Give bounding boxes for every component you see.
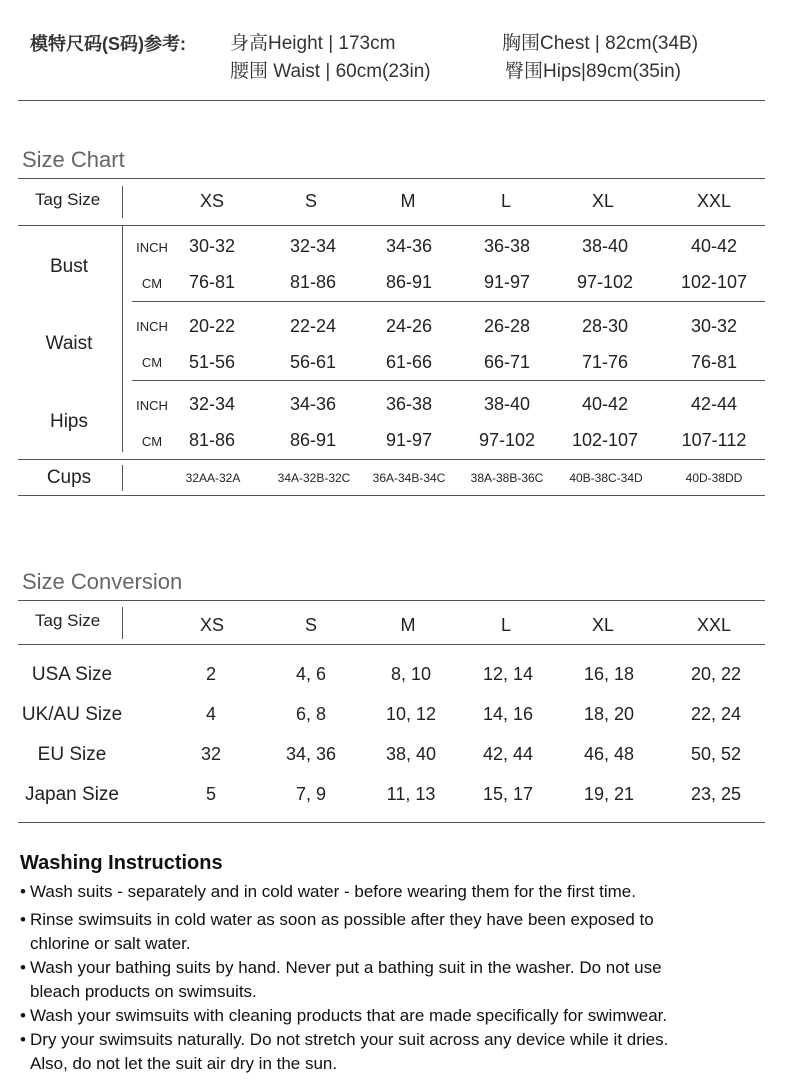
waist-cm-m: 61-66 [385, 352, 433, 372]
waist-cm-s: 56-61 [289, 352, 337, 372]
model-waist: 腰围 Waist | 60cm(23in) [230, 61, 431, 82]
conv-tag-divider [122, 607, 123, 639]
conv-col-head-m: M [400, 615, 416, 635]
washing-item [20, 1028, 780, 1076]
cup-s: 34A-32B-32C [277, 471, 351, 485]
cup-l: 38A-38B-36C [470, 471, 544, 485]
usa-m: 8, 10 [390, 664, 432, 684]
ukau-l: 14, 16 [482, 704, 534, 724]
washing-item-text: Wash suits - separately and in cold water - before wearing them for the first time. [30, 882, 636, 901]
ukau-s: 6, 8 [295, 704, 327, 724]
waist-cm-xl: 71-76 [581, 352, 629, 372]
size-chart-header-line [18, 225, 765, 226]
size-chart-bottom-line [18, 495, 765, 496]
conv-row-label-eu: EU Size [37, 744, 107, 765]
cup-xxl: 40D-38DD [685, 471, 743, 485]
model-hips: 臀围Hips|89cm(35in) [505, 61, 681, 82]
japan-m: 11, 13 [386, 784, 436, 804]
size-conversion-top-line [18, 600, 765, 601]
waist-cm-l: 66-71 [483, 352, 531, 372]
col-head-xl: XL [591, 191, 615, 211]
washing-item [20, 1004, 780, 1028]
size-conversion-title: Size Conversion [22, 569, 183, 594]
cup-xs: 32AA-32A [185, 471, 241, 485]
bust-cm-xxl: 102-107 [680, 272, 748, 292]
ukau-xl: 18, 20 [583, 704, 635, 724]
row-label-bust: Bust [49, 256, 89, 277]
row-label-divider [122, 226, 123, 452]
size-conversion-tag-label: Tag Size [35, 611, 101, 630]
cup-m: 36A-34B-34C [372, 471, 446, 485]
tag-divider [122, 186, 123, 218]
bust-cm-l: 91-97 [483, 272, 531, 292]
usa-l: 12, 14 [482, 664, 534, 684]
washing-item [20, 908, 780, 956]
header-divider [18, 100, 765, 101]
conv-col-head-xl: XL [591, 615, 615, 635]
japan-s: 7, 9 [295, 784, 327, 804]
hips-cm-xs: 81-86 [188, 430, 236, 450]
washing-item-text: Dry your swimsuits naturally. Do not stretch your suit across any device while it dries. [30, 1030, 669, 1049]
hips-cm-xxl: 107-112 [681, 430, 747, 450]
conv-col-head-s: S [304, 615, 317, 635]
bust-inch-xs: 30-32 [188, 236, 236, 256]
hips-cm-l: 97-102 [478, 430, 536, 450]
col-head-m: M [400, 191, 416, 211]
conv-row-label-ukau: UK/AU Size [21, 704, 123, 725]
washing-item-text-cont: bleach products on swimsuits. [30, 982, 257, 1001]
hips-cm-m: 91-97 [385, 430, 433, 450]
bust-waist-divider [132, 301, 765, 302]
bust-cm-s: 81-86 [289, 272, 337, 292]
hips-inch-xxl: 42-44 [690, 394, 738, 414]
waist-inch-xxl: 30-32 [690, 316, 738, 336]
conv-col-head-xs: XS [199, 615, 224, 635]
bust-cm-xs: 76-81 [188, 272, 236, 292]
unit-cm: CM [141, 434, 163, 449]
bust-inch-xl: 38-40 [581, 236, 629, 256]
size-chart-top-line [18, 178, 765, 179]
hips-inch-xl: 40-42 [581, 394, 629, 414]
conv-row-label-japan: Japan Size [24, 784, 119, 805]
model-chest: 胸围Chest | 82cm(34B) [502, 33, 699, 54]
waist-hips-divider [132, 380, 765, 381]
washing-item-text: Wash your bathing suits by hand. Never put a bathing suit in the washer. Do not use [30, 958, 662, 977]
usa-s: 4, 6 [295, 664, 327, 684]
cup-xl: 40B-38C-34D [569, 471, 643, 485]
hips-inch-l: 38-40 [483, 394, 531, 414]
washing-title: Washing Instructions [20, 852, 223, 874]
hips-cm-xl: 102-107 [571, 430, 639, 450]
japan-l: 15, 17 [482, 784, 534, 804]
bust-inch-l: 36-38 [483, 236, 531, 256]
row-label-waist: Waist [45, 333, 93, 354]
waist-inch-m: 24-26 [385, 316, 433, 336]
eu-l: 42, 44 [482, 744, 534, 764]
usa-xs: 2 [205, 664, 216, 684]
size-conversion-header-line [18, 644, 765, 645]
bust-inch-xxl: 40-42 [690, 236, 738, 256]
waist-inch-s: 22-24 [289, 316, 337, 336]
model-height: 身高Height | 173cm [230, 33, 396, 54]
bust-inch-m: 34-36 [385, 236, 433, 256]
unit-cm: CM [141, 355, 163, 370]
ukau-m: 10, 12 [385, 704, 437, 724]
washing-item-text-cont: Also, do not let the suit air dry in the sun. [30, 1054, 338, 1073]
ukau-xs: 4 [205, 704, 216, 724]
hips-inch-m: 36-38 [385, 394, 433, 414]
waist-inch-l: 26-28 [483, 316, 531, 336]
washing-item-text: Rinse swimsuits in cold water as soon as possible after they have been exposed to [30, 910, 654, 929]
waist-inch-xl: 28-30 [581, 316, 629, 336]
hips-inch-s: 34-36 [289, 394, 337, 414]
unit-cm: CM [141, 276, 163, 291]
bust-cm-xl: 97-102 [576, 272, 634, 292]
bullet: • [20, 1006, 26, 1025]
waist-inch-xs: 20-22 [188, 316, 236, 336]
col-head-xs: XS [199, 191, 224, 211]
row-label-hips: Hips [49, 411, 88, 432]
hips-cm-s: 86-91 [289, 430, 337, 450]
bust-cm-m: 86-91 [385, 272, 433, 292]
eu-xl: 46, 48 [583, 744, 635, 764]
conv-row-label-usa: USA Size [31, 664, 113, 685]
unit-inch: INCH [136, 398, 168, 413]
japan-xxl: 23, 25 [690, 784, 742, 804]
size-chart-tag-label: Tag Size [35, 190, 101, 209]
bullet: • [20, 958, 26, 977]
ukau-xxl: 22, 24 [690, 704, 742, 724]
eu-xxl: 50, 52 [690, 744, 742, 764]
col-head-l: L [500, 191, 511, 211]
eu-xs: 32 [200, 744, 222, 764]
row-label-cups: Cups [46, 467, 92, 488]
hips-cups-divider [18, 459, 765, 460]
washing-item-text: Wash your swimsuits with cleaning products that are made specifically for swimwear. [30, 1006, 668, 1025]
eu-m: 38, 40 [385, 744, 437, 764]
washing-item [20, 956, 780, 1004]
unit-inch: INCH [136, 240, 168, 255]
conv-col-head-l: L [500, 615, 511, 635]
size-conversion-bottom-line [18, 822, 765, 823]
eu-s: 34, 36 [285, 744, 337, 764]
waist-cm-xs: 51-56 [188, 352, 236, 372]
model-size-label: 模特尺码(S码)参考: [30, 34, 186, 54]
bullet: • [20, 1030, 26, 1049]
usa-xxl: 20, 22 [690, 664, 742, 684]
bust-inch-s: 32-34 [289, 236, 337, 256]
japan-xl: 19, 21 [583, 784, 635, 804]
waist-cm-xxl: 76-81 [690, 352, 738, 372]
size-chart-title: Size Chart [22, 147, 125, 172]
cups-divider [122, 465, 123, 491]
col-head-s: S [304, 191, 317, 211]
washing-item [20, 880, 780, 904]
bullet: • [20, 882, 26, 901]
bullet: • [20, 910, 26, 929]
conv-col-head-xxl: XXL [696, 615, 732, 635]
unit-inch: INCH [136, 319, 168, 334]
washing-item-text-cont: chlorine or salt water. [30, 934, 191, 953]
japan-xs: 5 [205, 784, 216, 804]
hips-inch-xs: 32-34 [188, 394, 236, 414]
usa-xl: 16, 18 [583, 664, 635, 684]
col-head-xxl: XXL [696, 191, 732, 211]
